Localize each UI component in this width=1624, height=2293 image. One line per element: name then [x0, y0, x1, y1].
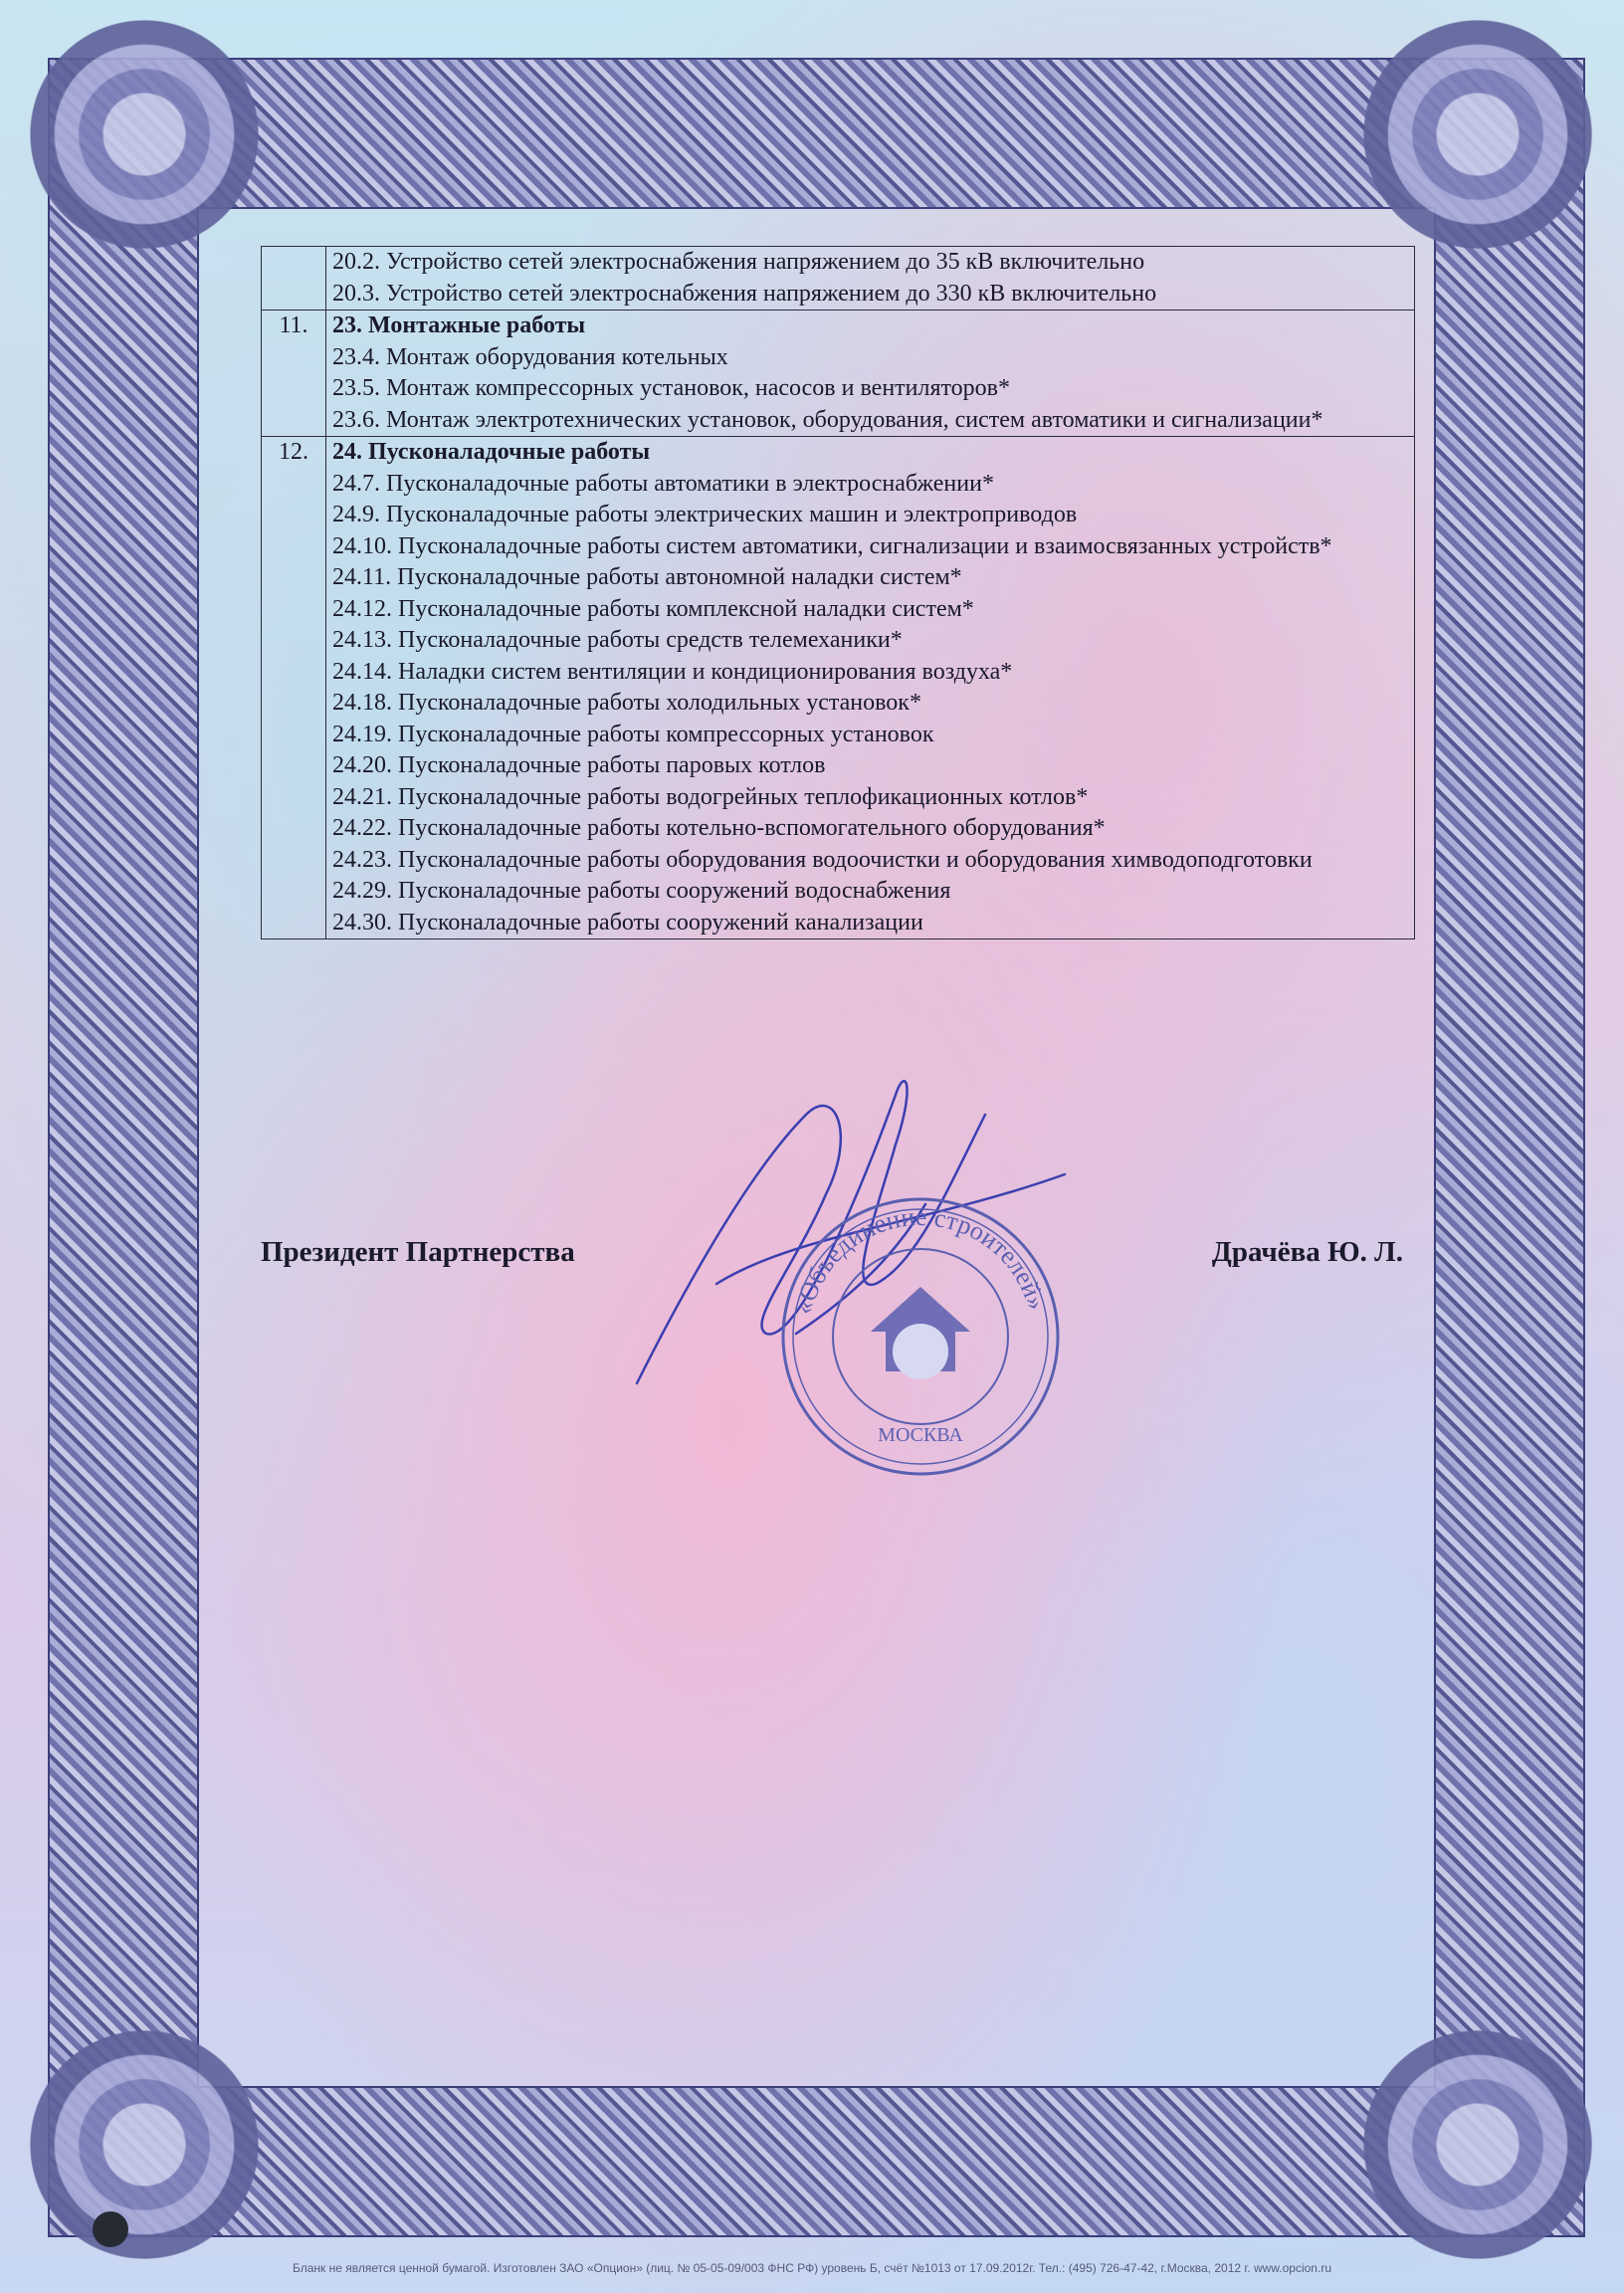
work-item: 20.3. Устройство сетей электроснабжения напряжением до 330 кВ включительно — [332, 280, 1157, 307]
work-types-table — [261, 246, 1415, 939]
corner-rosette-top-right — [1363, 20, 1592, 249]
work-item: 24.19. Пусконаладочные работы компрессорных установок — [332, 721, 934, 747]
work-item: 24.11. Пусконаладочные работы автономной наладки систем* — [332, 564, 962, 590]
work-item: 24.29. Пусконаладочные работы сооружений водоснабжения — [332, 878, 951, 904]
work-item: 24.7. Пусконаладочные работы автоматики в электроснабжении* — [332, 470, 994, 497]
work-item: 24.21. Пусконаладочные работы водогрейных теплофикационных котлов* — [332, 783, 1089, 810]
seal-ring-text: «Объединение строителей» — [788, 1201, 1052, 1318]
section-title: 23. Монтажные работы — [332, 313, 586, 338]
work-item: 23.4. Монтаж оборудования котельных — [332, 343, 728, 370]
section-title: 24. Пусконаладочные работы — [332, 439, 651, 465]
table-row — [262, 437, 1415, 939]
work-item: 24.23. Пусконаладочные работы оборудования водоочистки и оборудования химводоподготовки — [332, 846, 1313, 873]
president-name: Драчёва Ю. Л. — [1211, 1236, 1403, 1268]
work-item: 24.12. Пусконаладочные работы комплексной наладки систем* — [332, 595, 974, 622]
work-item: 24.14. Наладки систем вентиляции и кондиционирования воздуха* — [332, 658, 1013, 685]
work-item: 24.30. Пусконаладочные работы сооружений канализации — [332, 909, 923, 936]
work-item: 24.18. Пусконаладочные работы холодильных установок* — [332, 690, 921, 716]
corner-rosette-bottom-right — [1363, 2030, 1592, 2259]
organization-seal — [776, 1192, 1065, 1481]
work-item: 20.2. Устройство сетей электроснабжения напряжением до 35 кВ включительно — [332, 249, 1145, 275]
work-item: 24.22. Пусконаладочные работы котельно-вспомогательного оборудования* — [332, 815, 1106, 841]
punch-hole — [93, 2211, 128, 2247]
footer-imprint: Бланк не является ценной бумагой. Изготовлен ЗАО «Опцион» (лиц. № 05-05-09/003 ФНС РФ) уровень Б, счёт №1013 от 17.09.2012г. Тел.: (495) 726-47-42, г.Москва, 2012 г. www.opcion.ru — [293, 2261, 1331, 2275]
row-content — [326, 437, 1415, 939]
row-number: 11. — [262, 311, 326, 437]
row-content — [326, 247, 1415, 311]
work-item: 24.20. Пусконаладочные работы паровых котлов — [332, 752, 826, 778]
work-item: 23.6. Монтаж электротехнических установок, оборудования, систем автоматики и сигнализации* — [332, 406, 1323, 433]
corner-rosette-bottom-left — [30, 2030, 259, 2259]
row-number — [262, 247, 326, 311]
corner-rosette-top-left — [30, 20, 259, 249]
work-item: 24.13. Пусконаладочные работы средств телемеханики* — [332, 627, 903, 653]
table-row — [262, 311, 1415, 437]
work-item: 24.10. Пусконаладочные работы систем автоматики, сигнализации и взаимосвязанных устройств* — [332, 532, 1332, 559]
table-row — [262, 247, 1415, 311]
work-item: 23.5. Монтаж компрессорных установок, насосов и вентиляторов* — [332, 375, 1011, 401]
row-content — [326, 311, 1415, 437]
row-number: 12. — [262, 437, 326, 939]
president-title: Президент Партнерства — [261, 1236, 575, 1268]
seal-city-text: МОСКВА — [878, 1424, 963, 1446]
work-item: 24.9. Пусконаладочные работы электрических машин и электроприводов — [332, 502, 1078, 527]
